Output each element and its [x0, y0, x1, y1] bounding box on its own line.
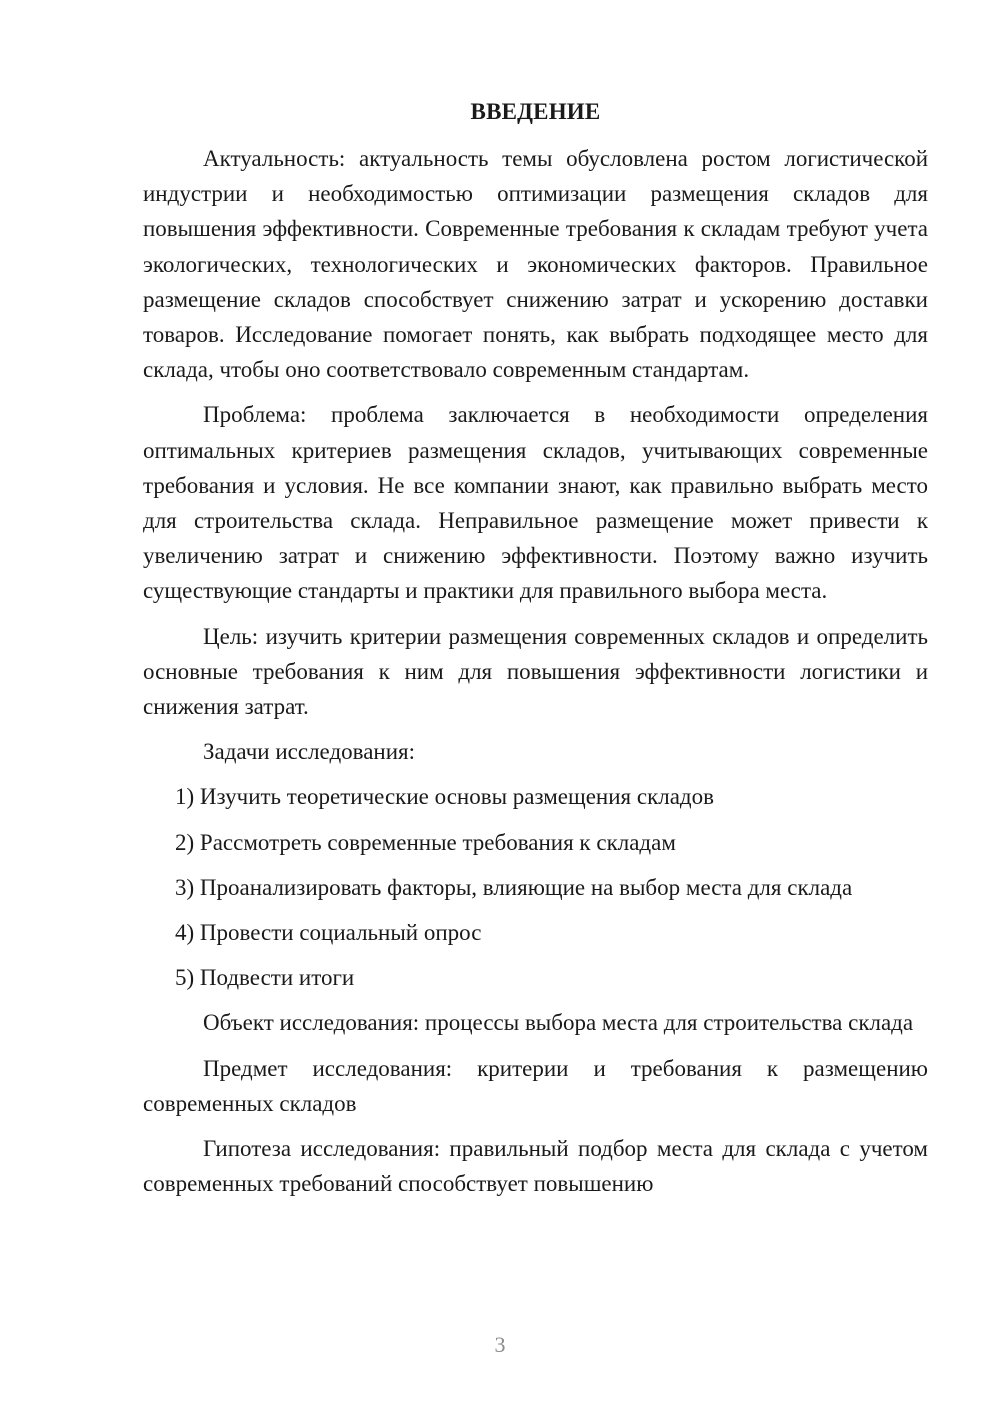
- paragraph-relevance: Актуальность: актуальность темы обусловлена ростом логистической индустрии и необходимостью оптимизации размещения складов для повышения эффективности. Современные требования к складам требуют учета экологических, технологических и экономических факторов. Правильное размещение складов способствует снижению затрат и ускорению доставки товаров. Исследование помогает понять, как выбрать подходящее место для склада, чтобы оно соответствовало современным стандартам.: [143, 146, 928, 383]
- paragraph-subject: Предмет исследования: критерии и требования к размещению современных складов: [143, 1055, 928, 1116]
- paragraph-goal: Цель: изучить критерии размещения современных складов и определить основные требования к ним для повышения эффективности логистики и снижения затрат.: [143, 623, 928, 720]
- paragraph-problem: Проблема: проблема заключается в необходимости определения оптимальных критериев размещения складов, учитывающих современные требования и условия. Не все компании знают, как правильно выбрать место для строительства склада. Неправильное размещение может привести к увеличению затрат и снижению эффективности. Поэтому важно изучить существующие стандарты и практики для правильного выбора места.: [143, 402, 928, 604]
- tasks-list: [143, 779, 928, 995]
- page-title: ВВЕДЕНИЕ: [470, 99, 601, 124]
- tasks-title: Задачи исследования:: [203, 739, 416, 765]
- list-item: 3) Проанализировать факторы, влияющие на выбор места для склада: [175, 874, 853, 900]
- list-item: 5) Подвести итоги: [175, 965, 355, 991]
- page-number: 3: [494, 1332, 506, 1357]
- list-item: 4) Провести социальный опрос: [175, 920, 482, 946]
- paragraph-hypothesis: Гипотеза исследования: правильный подбор места для склада с учетом современных требований способствует повышению: [143, 1136, 928, 1197]
- list-item: 1) Изучить теоретические основы размещения складов: [175, 784, 714, 810]
- document-page: [143, 94, 928, 1211]
- paragraph-object: Объект исследования: процессы выбора места для строительства склада: [203, 1010, 914, 1036]
- list-item: 2) Рассмотреть современные требования к складам: [175, 829, 676, 855]
